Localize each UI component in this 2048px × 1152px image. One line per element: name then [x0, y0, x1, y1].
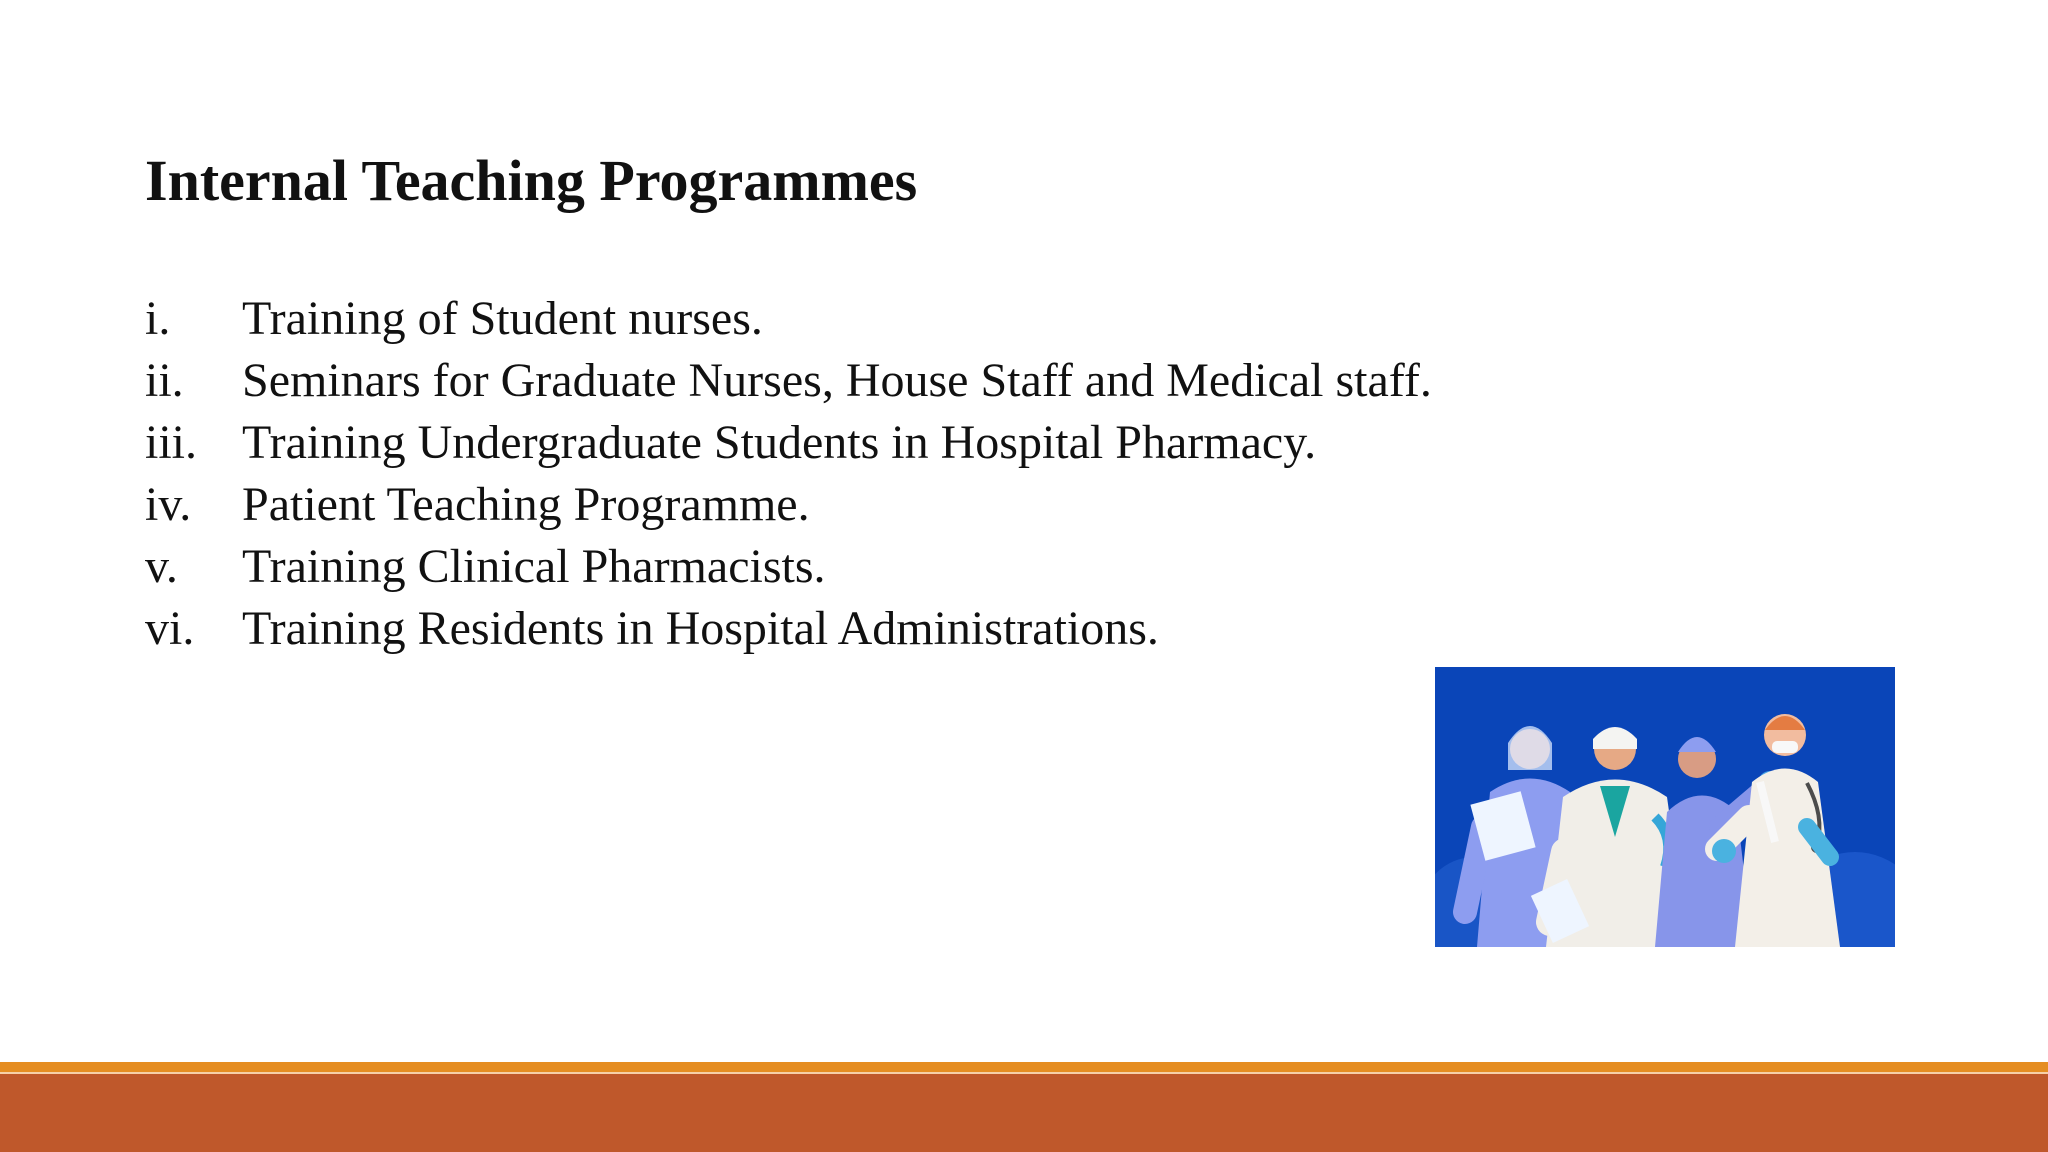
list-item — [145, 536, 1645, 598]
programme-list — [145, 288, 1645, 660]
list-item-text: Training Undergraduate Students in Hospital Pharmacy. — [242, 416, 1317, 469]
footer-bar — [0, 1074, 2048, 1152]
medical-staff-illustration — [1435, 667, 1895, 947]
slide-title: Internal Teaching Programmes — [145, 148, 918, 213]
list-marker: vi. — [145, 602, 195, 655]
list-item — [145, 288, 1645, 350]
list-item — [145, 350, 1645, 412]
list-marker: ii. — [145, 354, 184, 407]
footer-accent-stripe — [0, 1062, 2048, 1072]
list-item-text: Training of Student nurses. — [242, 292, 763, 345]
list-item-text: Training Residents in Hospital Administrations. — [242, 602, 1159, 655]
list-item-text: Training Clinical Pharmacists. — [242, 540, 826, 593]
list-item — [145, 412, 1645, 474]
list-item — [145, 598, 1645, 660]
list-marker: iii. — [145, 416, 198, 469]
list-item-text: Patient Teaching Programme. — [242, 478, 810, 531]
list-marker: iv. — [145, 478, 192, 531]
medical-staff-icon — [1435, 667, 1895, 947]
list-marker: i. — [145, 292, 171, 345]
list-marker: v. — [145, 540, 178, 593]
list-item-text: Seminars for Graduate Nurses, House Staff and Medical staff. — [242, 354, 1432, 407]
list-item — [145, 474, 1645, 536]
